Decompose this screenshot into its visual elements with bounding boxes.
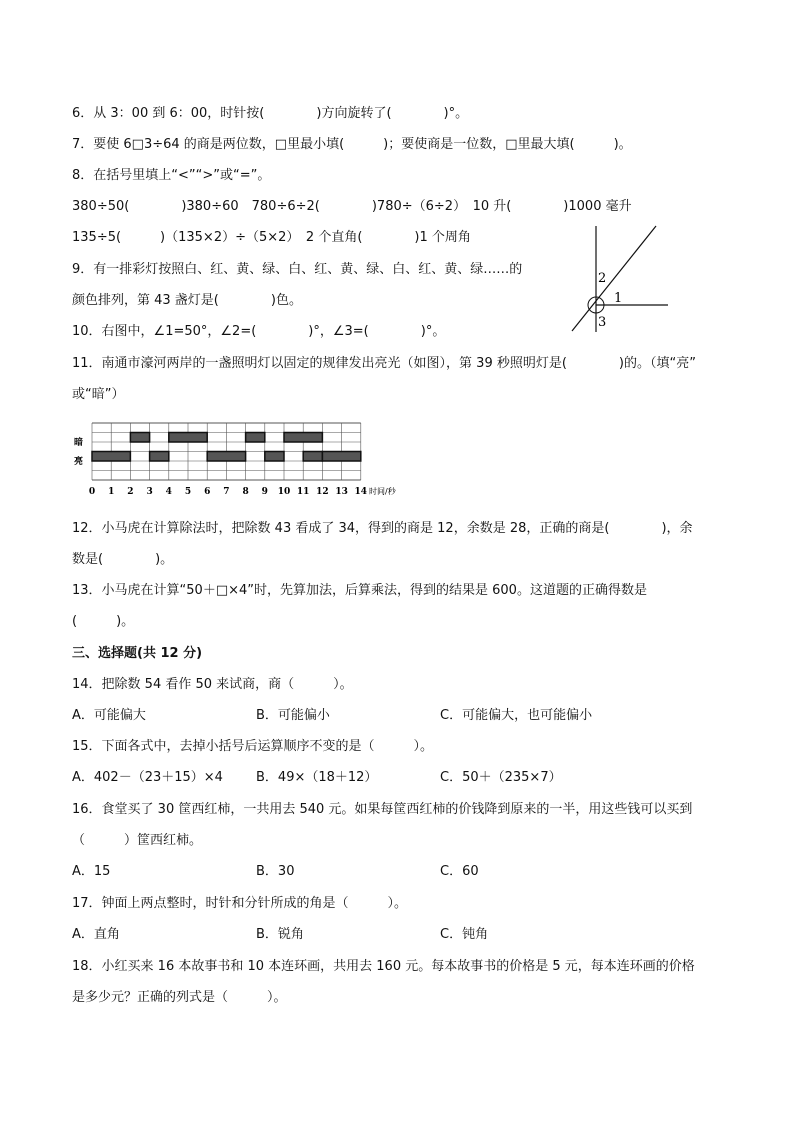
- question-8-row-1: 380÷50( )380÷60 780÷6÷2( )780÷（6÷2） 10 升( )1000 毫升: [72, 199, 632, 214]
- x-tick-label: 8: [242, 487, 249, 497]
- question-15: 15．下面各式中，去掉小括号后运算顺序不变的是（ ）。: [72, 739, 434, 754]
- question-12-line-1: 12．小马虎在计算除法时，把除数 43 看成了 34，得到的商是 12，余数是 28，正确的商是( )，余: [72, 521, 693, 536]
- q16-option-b[interactable]: B．30: [256, 864, 295, 879]
- q15-option-a[interactable]: A．402－（23＋15）×4: [72, 770, 223, 785]
- dark-bar: [246, 433, 265, 443]
- bright-bar: [207, 452, 245, 462]
- x-tick-label: 6: [204, 487, 211, 497]
- q17-option-b[interactable]: B．锐角: [256, 927, 304, 942]
- bright-bar: [322, 452, 360, 462]
- question-7: 7．要使 6□3÷64 的商是两位数，□里最小填( )；要使商是一位数，□里最大填( )。: [72, 137, 632, 152]
- chart-ticks: [89, 487, 367, 497]
- row-label-bright: 亮: [74, 457, 84, 467]
- question-13-line-2: ( )。: [72, 614, 135, 629]
- question-14: 14．把除数 54 看作 50 来试商，商（ ）。: [72, 677, 353, 692]
- q15-option-c[interactable]: C．50＋（235×7）: [440, 770, 562, 785]
- x-tick-label: 13: [335, 487, 348, 497]
- chart-xlabel: 时间/秒: [369, 487, 396, 496]
- q17-option-a[interactable]: A．直角: [72, 927, 120, 942]
- x-tick-label: 5: [184, 487, 192, 497]
- x-tick-label: 10: [277, 487, 291, 497]
- x-tick-label: 4: [165, 487, 172, 497]
- x-tick-label: 12: [316, 487, 329, 497]
- question-12-line-2: 数是( )。: [72, 552, 174, 567]
- question-6: 6．从 3：00 到 6：00，时针按( )方向旋转了( )°。: [72, 106, 469, 121]
- bright-bar: [303, 452, 322, 462]
- question-13-line-1: 13．小马虎在计算“50＋□×4”时，先算加法，后算乘法，得到的结果是 600。这道题的正确得数是: [72, 583, 647, 598]
- question-8-row-2: 135÷5( )（135×2）÷（5×2） 2 个直角( )1 个周角: [72, 230, 471, 245]
- angle-figure: [560, 222, 672, 334]
- x-tick-label: 14: [354, 487, 368, 497]
- q14-option-c[interactable]: C．可能偏大，也可能偏小: [440, 708, 593, 723]
- q16-option-c[interactable]: C．60: [440, 864, 479, 879]
- dark-bar: [169, 433, 207, 443]
- q17-option-c[interactable]: C．钝角: [440, 927, 489, 942]
- angle-label-2: 2: [598, 271, 607, 286]
- q14-option-b[interactable]: B．可能偏小: [256, 708, 330, 723]
- light-pattern-chart: [72, 418, 412, 498]
- q15-option-b[interactable]: B．49×（18＋12）: [256, 770, 378, 785]
- question-11-line-1: 11．南通市濠河两岸的一盏照明灯以固定的规律发出亮光（如图），第 39 秒照明灯是( )的。（填“亮”: [72, 356, 696, 371]
- slanted-line: [572, 226, 656, 331]
- x-tick-label: 0: [88, 487, 96, 497]
- question-17: 17．钟面上两点整时，时针和分针所成的角是（ ）。: [72, 896, 408, 911]
- bright-bar: [265, 452, 284, 462]
- question-11-line-2: 或“暗”）: [72, 387, 125, 402]
- angle-label-1: 1: [614, 291, 623, 306]
- question-18-line-2: 是多少元？正确的列式是（ ）。: [72, 990, 287, 1005]
- q14-option-a[interactable]: A．可能偏大: [72, 708, 146, 723]
- x-tick-label: 3: [146, 487, 153, 497]
- question-18-line-1: 18．小红买来 16 本故事书和 10 本连环画，共用去 160 元。每本故事书的价格是 5 元，每本连环画的价格: [72, 959, 695, 974]
- x-tick-label: 9: [261, 487, 268, 497]
- section-title-choice: 三、选择题(共 12 分): [72, 646, 203, 661]
- question-9-line-1: 9．有一排彩灯按照白、红、黄、绿、白、红、黄、绿、白、红、黄、绿……的: [72, 262, 523, 277]
- dark-bar: [284, 433, 322, 443]
- bright-bar: [92, 452, 130, 462]
- dark-bar: [130, 433, 149, 443]
- row-label-dark: 暗: [74, 438, 84, 448]
- x-tick-label: 11: [296, 487, 310, 497]
- angle-label-3: 3: [598, 315, 607, 330]
- x-tick-label: 7: [223, 487, 230, 497]
- x-tick-label: 2: [127, 487, 134, 497]
- question-16-line-2: （ ）筐西红柿。: [72, 833, 203, 848]
- question-8: 8．在括号里填上“<”“>”或“=”。: [72, 168, 271, 183]
- x-tick-label: 1: [108, 487, 115, 497]
- question-9-line-2: 颜色排列，第 43 盏灯是( )色。: [72, 293, 302, 308]
- question-16-line-1: 16．食堂买了 30 筐西红柿，一共用去 540 元。如果每筐西红柿的价钱降到原来的一半，用这些钱可以买到: [72, 802, 693, 817]
- bright-bar: [150, 452, 169, 462]
- question-10: 10．右图中，∠1=50°，∠2=( )°，∠3=( )°。: [72, 324, 446, 339]
- q16-option-a[interactable]: A．15: [72, 864, 111, 879]
